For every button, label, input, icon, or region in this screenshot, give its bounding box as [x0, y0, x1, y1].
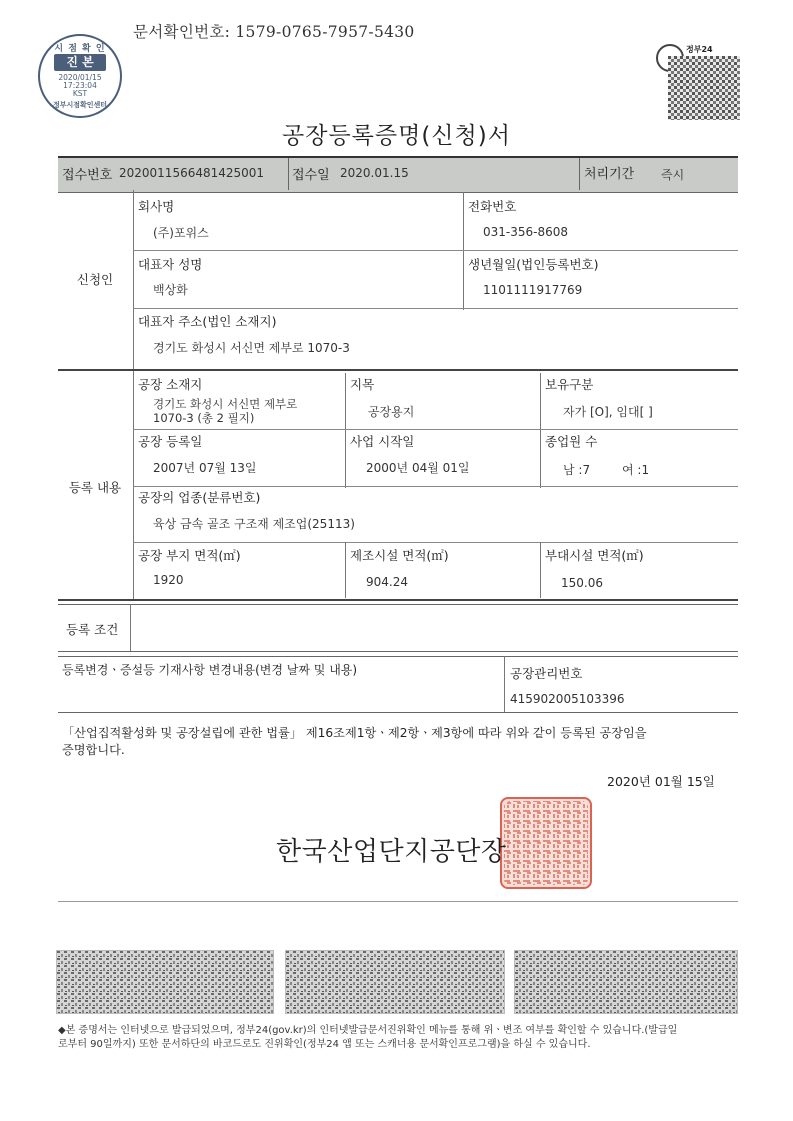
receipt-number-value: 2020011566481425001 — [119, 166, 265, 180]
document-title: 공장등록증명(신청)서 — [282, 123, 511, 149]
certification-text-1: 「산업집적활성화 및 공장설립에 관한 법률」 제16조제1항ㆍ제2항ㆍ제3항에 따라 위와 같이 등록된 공장임을 — [62, 726, 647, 740]
company-name-label: 회사명 — [138, 199, 175, 214]
employees-label: 종업원 수 — [545, 434, 598, 449]
manufacturing-area-value: 904.24 — [366, 575, 408, 589]
qr-code — [668, 56, 740, 120]
verification-seal — [38, 34, 122, 118]
seal-top-text: 시 점 확 인 — [54, 44, 106, 54]
representative-value: 백상화 — [153, 283, 188, 297]
seal-bottom-text: 정부시점확인센터 — [52, 101, 108, 109]
management-number-value: 415902005103396 — [510, 692, 625, 706]
verification-notice — [58, 1024, 748, 1052]
receipt-date-label: 접수일 — [292, 168, 330, 183]
representative-label: 대표자 성명 — [138, 257, 203, 272]
official-stamp — [500, 797, 592, 889]
seal-date: 2020/01/15 — [58, 73, 102, 82]
company-name-value: (주)포위스 — [153, 226, 209, 240]
factory-location-label: 공장 소재지 — [138, 377, 203, 392]
phone-value: 031-356-8608 — [483, 225, 569, 239]
registration-section-label: 등록 내용 — [68, 480, 122, 495]
industry-value: 육상 금속 골조 구조재 제조업(25113) — [153, 517, 355, 531]
verification-notice-line-2: 로부터 90일까지) 또한 문서하단의 바코드로도 진위확인(정부24 앱 또는 스캐너용 문서확인프로그램)을 하실 수 있습니다. — [58, 1039, 591, 1050]
registration-date-label: 공장 등록일 — [138, 434, 203, 449]
business-start-label: 사업 시작일 — [350, 434, 415, 449]
employees-male-value: 남 :7 — [563, 463, 591, 477]
management-number-label: 공장관리번호 — [510, 666, 583, 681]
certification-text-2: 증명합니다. — [62, 743, 125, 757]
receipt-number-label: 접수번호 — [62, 168, 113, 183]
auxiliary-area-label: 부대시설 면적(㎡) — [545, 548, 644, 563]
birth-date-value: 1101111917769 — [483, 283, 583, 297]
receipt-date-value: 2020.01.15 — [340, 166, 409, 180]
ownership-value: 자가 [O], 임대[ ] — [563, 405, 653, 419]
factory-location-value-1: 경기도 화성시 서신면 제부로 — [153, 397, 298, 411]
phone-label: 전화번호 — [468, 199, 517, 214]
land-category-value: 공장용지 — [368, 405, 415, 419]
representative-address-value: 경기도 화성시 서신면 제부로 1070-3 — [153, 341, 350, 355]
barcode-left — [56, 950, 274, 1014]
verification-notice-line-1: ◆본 증명서는 인터넷으로 발급되었으며, 정부24(gov.kr)의 인터넷발급문서진위확인 메뉴를 통해 위ㆍ변조 여부를 확인할 수 있습니다.(발급일 — [58, 1025, 678, 1036]
ownership-label: 보유구분 — [545, 377, 594, 392]
document-confirm-label: 문서확인번호 — [133, 23, 225, 41]
factory-location-value-2: 1070-3 (총 2 필지) — [153, 411, 255, 425]
seal-center-text: 진 본 — [54, 54, 106, 71]
business-start-value: 2000년 04월 01일 — [366, 461, 470, 475]
registration-date-value: 2007년 07월 13일 — [153, 461, 257, 475]
qr-label: 정부24 — [686, 45, 713, 54]
auxiliary-area-value: 150.06 — [561, 576, 603, 590]
applicant-section-label: 신청인 — [76, 272, 114, 287]
seal-time: 17:23:04 — [63, 81, 97, 90]
seal-timezone: KST — [72, 89, 88, 98]
barcode-center — [285, 950, 505, 1014]
barcode-right — [514, 950, 738, 1014]
representative-address-label: 대표자 주소(법인 소재지) — [138, 314, 277, 329]
changes-label: 등록변경ㆍ증설등 기재사항 변경내용(변경 날짜 및 내용) — [62, 663, 358, 677]
processing-period-label: 처리기간 — [584, 167, 635, 182]
processing-period-value: 즉시 — [661, 168, 685, 182]
industry-label: 공장의 업종(분류번호) — [138, 490, 261, 505]
manufacturing-area-label: 제조시설 면적(㎡) — [350, 548, 449, 563]
conditions-label: 등록 조건 — [66, 622, 119, 637]
site-area-label: 공장 부지 면적(㎡) — [138, 548, 241, 563]
employees-female-value: 여 :1 — [622, 463, 650, 477]
document-confirm-value: 1579-0765-7957-5430 — [235, 23, 415, 41]
site-area-value: 1920 — [153, 573, 184, 587]
issue-date: 2020년 01월 15일 — [607, 774, 715, 789]
issuer-name: 한국산업단지공단장 — [276, 837, 507, 867]
document-confirm-number: 문서확인번호: 1579-0765-7957-5430 — [133, 23, 415, 41]
land-category-label: 지목 — [350, 377, 375, 392]
birth-date-label: 생년월일(법인등록번호) — [468, 257, 599, 272]
